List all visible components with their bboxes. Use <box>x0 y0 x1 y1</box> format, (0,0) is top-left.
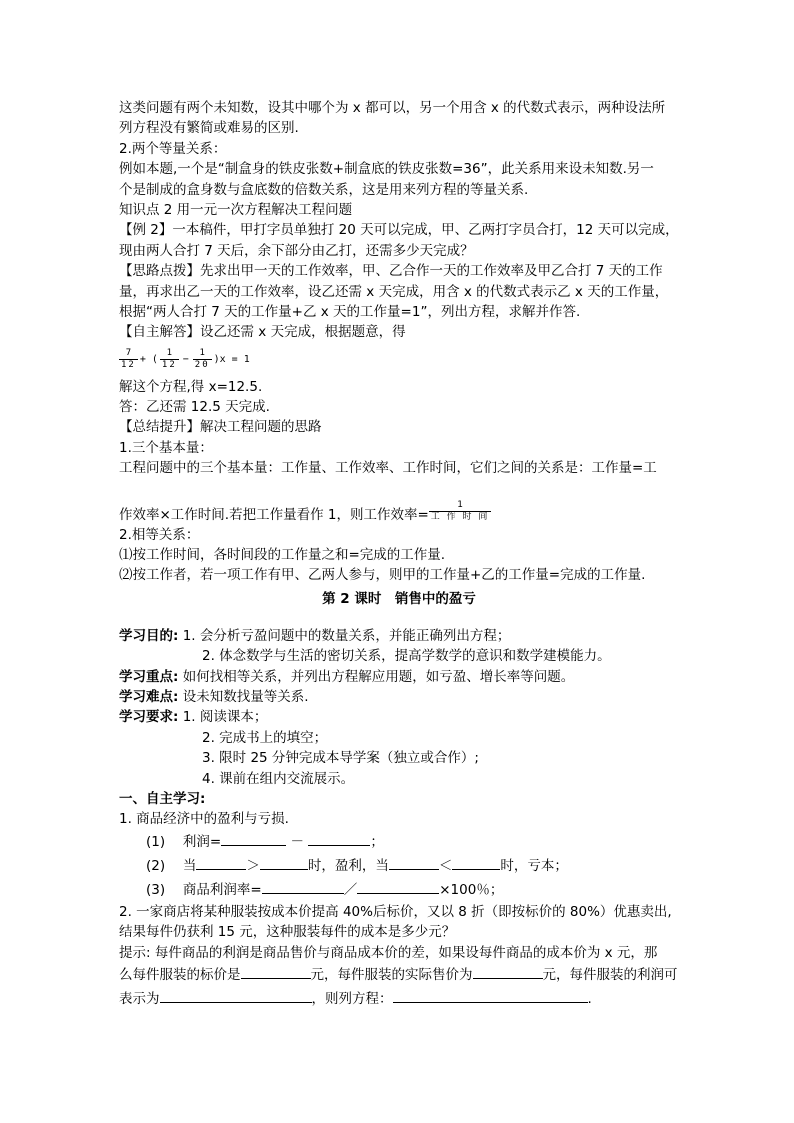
fraction: $\frac{1}{12}$ <box>161 348 177 371</box>
text-line: 2.两个等量关系： <box>119 140 227 157</box>
example-text: 【例 2】一本稿件，甲打字员单独打 20 天可以完成，甲、乙两打字员合打，12 天可以完成， <box>119 222 679 239</box>
text-line: ⑵按工作者，若一项工作有甲、乙两人参与，则甲的工作量+乙的工作量=完成的工作量. <box>119 567 646 584</box>
fill-blank[interactable] <box>260 855 308 870</box>
question-line: 2. 一家商店将某种服装按成本价提高 40%后标价，又以 8 折（即按标价的 80%）优惠卖出, <box>119 903 672 920</box>
question-line: 1. 商品经济中的盈利与亏损. <box>119 811 289 828</box>
fill-blank[interactable] <box>262 879 344 894</box>
question-line: 结果每件仍获利 15 元，这种服装每件的成本是多少元？ <box>119 924 456 941</box>
profit-row: (1) 利润= － ； <box>119 830 679 854</box>
fraction: $\frac{1}{20}$ <box>194 348 210 371</box>
text-line: 答：乙还需 12.5 天完成. <box>119 399 270 416</box>
hint-text: 量，再求出乙一天的工作效率，设乙还需 x 天完成，用含 x 的代数式表示乙 x 天的工作量， <box>119 283 669 300</box>
hint-text: 根据“两人合打 7 天的工作量+乙 x 天的工作量=1”，列出方程，求解并作答. <box>119 303 581 320</box>
profit-row: (3) 商品利润率= ／ ×100％； <box>119 878 679 902</box>
fill-blank[interactable] <box>473 964 543 979</box>
solution-text: 【自主解答】设乙还需 x 天完成，根据题意，得 <box>119 324 406 341</box>
fill-blank[interactable] <box>308 831 370 846</box>
requirement-line: 2. 完成书上的填空； <box>202 729 328 746</box>
fill-blank[interactable] <box>241 964 311 979</box>
goal-line: 学习目的: 1. 会分析亏盈问题中的数量关系，并能正确列出方程； <box>119 627 511 644</box>
profit-row: (2) 当 ＞ 时，盈利，当 ＜ 时，亏本； <box>119 854 679 878</box>
fill-blank[interactable] <box>221 831 286 846</box>
example-text: 现由两人合打 7 天后，余下部分由乙打，还需多少天完成？ <box>119 242 474 259</box>
hint-line: 提示: 每件商品的利润是商品售价与商品成本价的差，如果设每件商品的成本价为 x 元，那 <box>119 944 658 961</box>
lesson-title: 第 2 课时 销售中的盈亏 <box>322 590 476 607</box>
fill-blank[interactable] <box>160 988 312 1003</box>
text-line: 【总结提升】解决工程问题的思路 <box>119 419 322 436</box>
text-line: 例如本题,一个是“制盒身的铁皮张数+制盒底的铁皮张数=36”，此关系用来设未知数.另一 <box>119 161 654 178</box>
hint-line: 表示为 ，则列方程： . <box>119 987 679 1011</box>
hint-text: 【思路点拨】先求出甲一天的工作效率，甲、乙合作一天的工作效率及甲乙合打 7 天的工作 <box>119 263 663 280</box>
requirement-line: 学习要求: 1. 阅读课本； <box>119 709 268 726</box>
text-line: 列方程没有繁简或难易的区别. <box>119 120 299 137</box>
section-heading: 知识点 2 用一元一次方程解决工程问题 <box>119 201 353 218</box>
text-line: ⑴按工作时间，各时间段的工作量之和=完成的工作量. <box>119 547 446 564</box>
fill-blank[interactable] <box>389 855 439 870</box>
operator: + ( <box>139 354 158 366</box>
text-line: 这类问题有两个未知数，设其中哪个为 x 都可以，另一个用含 x 的代数式表示，两种设法所 <box>119 100 666 116</box>
fill-blank[interactable] <box>196 855 246 870</box>
focus-line: 学习重点: 如何找相等关系，并列出方程解应用题，如亏盈、增长率等问题。 <box>119 668 575 685</box>
self-study-heading: 一、自主学习: <box>119 790 206 807</box>
fill-blank[interactable] <box>357 879 439 894</box>
text-line: 1.三个基本量： <box>119 439 213 456</box>
fill-blank[interactable] <box>393 988 588 1003</box>
fraction: $\frac{1}{\text{工 作 时 间}}$ <box>430 499 490 522</box>
operator: − <box>182 354 189 366</box>
efficiency-line: 作效率×工作时间.若把工作量看作 1，则工作效率= $\frac{1}{\text{工 作 时 间}}$ <box>119 499 490 523</box>
requirement-line: 3. 限时 25 分钟完成本导学案（独立或合作）; <box>202 750 479 767</box>
fraction: $\frac{7}{12}$ <box>121 348 136 371</box>
hint-line: 么每件服装的标价是 元，每件服装的实际售价为 元，每件服装的利润可 <box>119 963 679 987</box>
text-line: 2.相等关系： <box>119 526 200 543</box>
difficulty-line: 学习难点: 设未知数找量等关系. <box>119 688 309 705</box>
fill-blank[interactable] <box>452 855 500 870</box>
text-line: 个是制成的盒身数与盒底数的倍数关系，这是用来列方程的等量关系. <box>119 181 529 198</box>
text-line: 工程问题中的三个基本量：工作量、工作效率、工作时间，它们之间的关系是：工作量=工 <box>119 460 657 477</box>
requirement-line: 4. 课前在组内交流展示。 <box>202 770 355 787</box>
document-page <box>119 98 679 1011</box>
goal-line: 2. 体念数学与生活的密切关系，提高学数学的意识和数学建模能力。 <box>202 648 611 665</box>
equation <box>119 343 679 377</box>
operator: )x = 1 <box>213 354 250 366</box>
text-line: 解这个方程,得 x=12.5. <box>119 378 263 395</box>
